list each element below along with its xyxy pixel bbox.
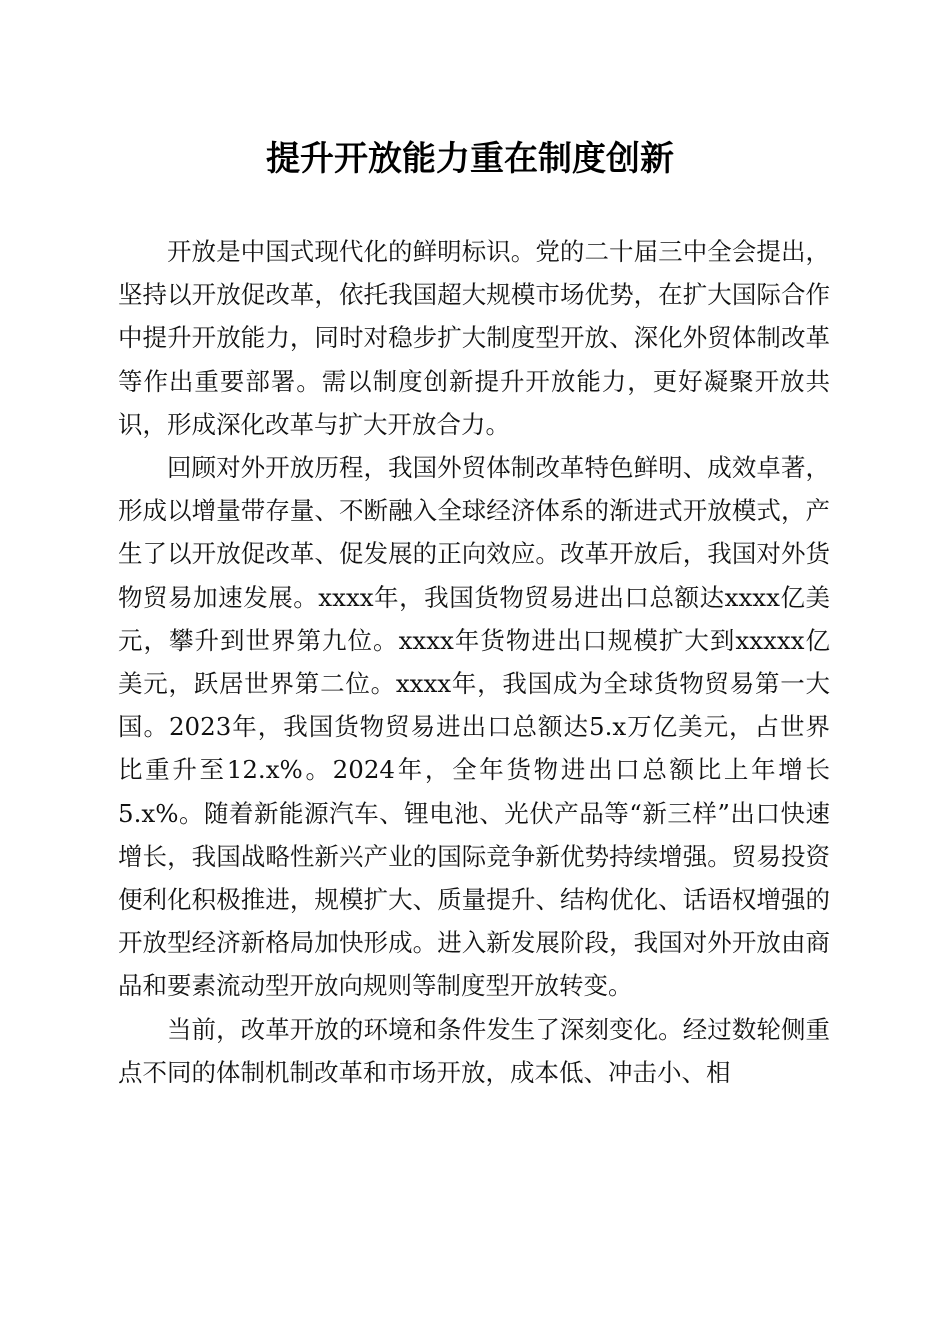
paragraph-3: 当前，改革开放的环境和条件发生了深刻变化。经过数轮侧重点不同的体制机制改革和市场开放，成本低、冲击小、相 bbox=[118, 1014, 830, 1087]
paragraph-1: 开放是中国式现代化的鲜明标识。党的二十届三中全会提出，坚持以开放促改革，依托我国超大规模市场优势，在扩大国际合作中提升开放能力，同时对稳步扩大制度型开放、深化外贸体制改革等作出重要部署。需以制度创新提升开放能力，更好凝聚开放共识，形成深化改革与扩大开放合力。 bbox=[118, 237, 830, 439]
document-body bbox=[118, 230, 830, 1094]
paragraph-2: 回顾对外开放历程，我国外贸体制改革特色鲜明、成效卓著，形成以增量带存量、不断融入全球经济体系的渐进式开放模式，产生了以开放促改革、促发展的正向效应。改革开放后，我国对外货物贸易加速发展。xxxx年，我国货物贸易进出口总额达xxxx亿美元，攀升到世界第九位。xxxx年货物进出口规模扩大到xxxxx亿美元，跃居世界第二位。xxxx年，我国成为全球货物贸易第一大国。2023年，我国货物贸易进出口总额达5.x万亿美元，占世界比重升至12.x%。2024年，全年货物进出口总额比上年增长5.x%。随着新能源汽车、锂电池、光伏产品等“新三样”出口快速增长，我国战略性新兴产业的国际竞争新优势持续增强。贸易投资便利化积极推进，规模扩大、质量提升、结构优化、话语权增强的开放型经济新格局加快形成。进入新发展阶段，我国对外开放由商品和要素流动型开放向规则等制度型开放转变。 bbox=[118, 453, 830, 1001]
document-title: 提升开放能力重在制度创新 bbox=[266, 139, 674, 179]
